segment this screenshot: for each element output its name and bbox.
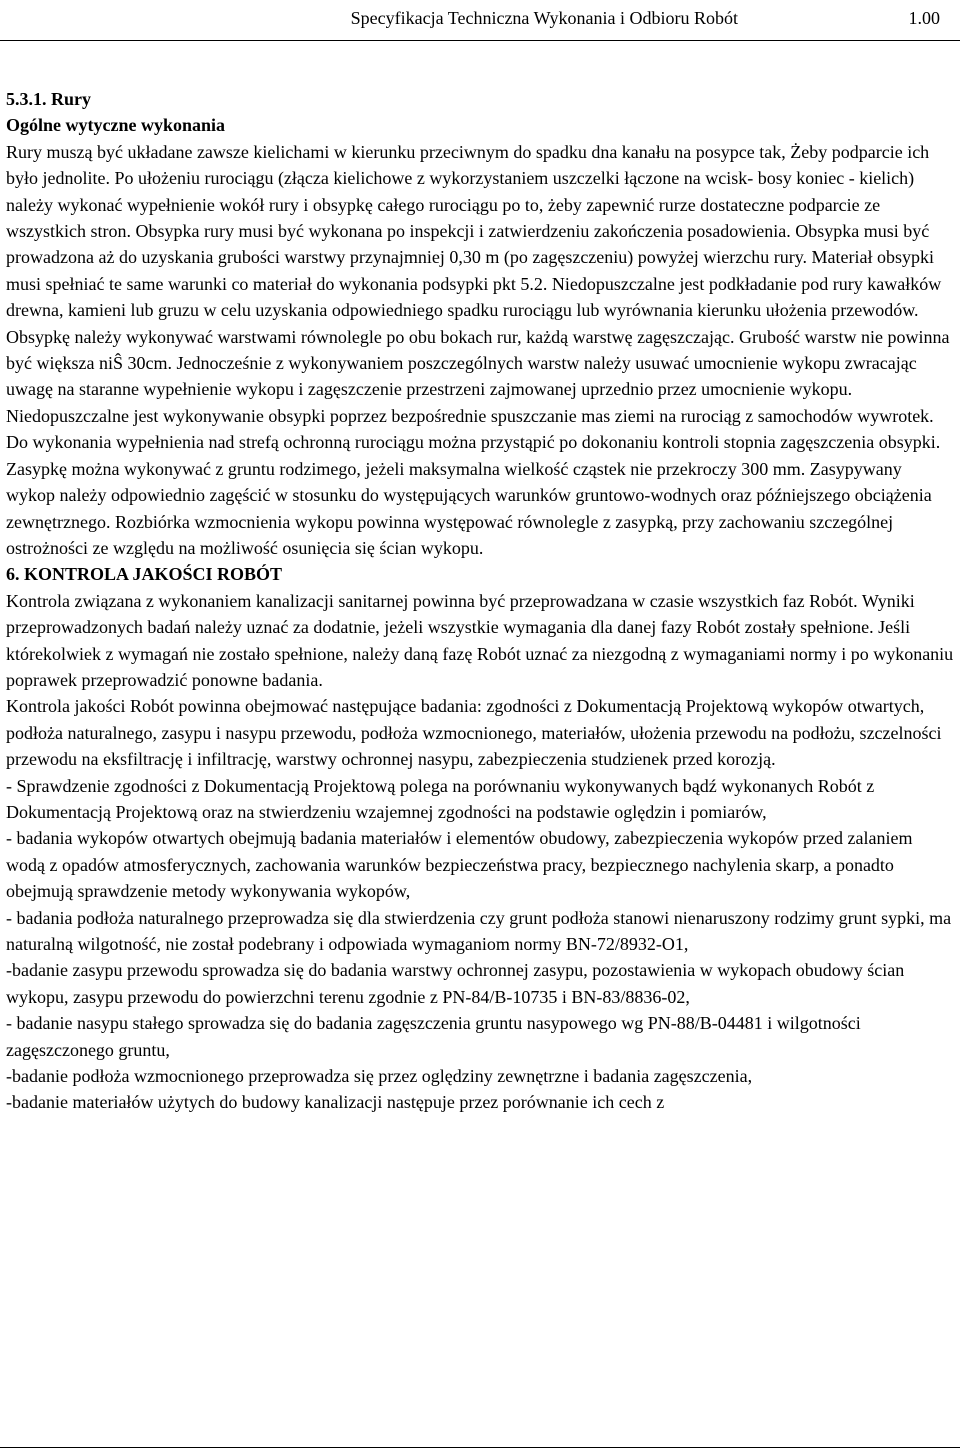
section-6-list-item: -badanie podłoża wzmocnionego przeprowadza się przez oględziny zewnętrzne i badania zagęszczenia,: [6, 1066, 753, 1087]
section-5-3-1-heading: 5.3.1. Rury: [6, 89, 91, 109]
section-6-paragraph: Kontrola związana z wykonaniem kanalizacji sanitarnej powinna być przeprowadzana w czasie wszystkich faz Robót. Wyniki przeprowadzonych badań należy uznać za dodatnie, jeżeli wszystkie wymagania dla danej fazy Robót zostały spełnione. Jeśli którekolwiek z wymagań nie zostało spełnione, należy daną fazę Robót uznać za niezgodną z wymaganiami normy i po wykonaniu poprawek przeprowadzić ponowne badania.: [6, 590, 954, 690]
section-5-3-1-paragraph: Rury muszą być układane zawsze kielichami w kierunku przeciwnym do spadku dna kanału na posypce tak, Żeby podparcie ich było jednolite. Po ułożeniu rurociągu (złącza kielichowe z wykorzystaniem uszczelki łączone na wcisk- bosy koniec - kielich) należy wykonać wypełnienie wokół rury i obsypkę całego rurociągu po to, żeby zapewnić rurze dostateczne podparcie ze wszystkich stron. Obsypka rury musi być wykonana po inspekcji i zatwierdzeniu zakończenia posadowienia. Obsypka musi być prowadzona aż do uzyskania grubości warstwy przynajmniej 0,30 m (po zagęszczeniu) powyżej wierzchu rury. Materiał obsypki musi spełniać te same warunki co materiał do wykonania podsypki pkt 5.2. Niedopuszczalne jest podkładanie pod rury kawałków drewna, kamieni lub gruzu w celu uzyskania odpowiedniego spadku rurociągu lub wyrównania kierunku ułożenia przewodów. Obsypkę należy wykonywać warstwami równolegle po obu bokach rur, każdą warstwę zagęszczając. Grubość warstw nie powinna być większa niŜ 30cm. Jednocześnie z wykonywaniem poszczególnych warstw należy usuwać umocnienie wykopu zwracając uwagę na staranne wypełnienie wykopu i zagęszczenie przestrzeni zajmowanej uprzednio przez umocnienie wykopu. Niedopuszczalne jest wykonywanie obsypki poprzez bezpośrednie spuszczanie mas ziemi na rurociąg z samochodów wywrotek. Do wykonania wypełnienia nad strefą ochronną rurociągu można przystąpić po dokonaniu kontroli stopnia zagęszczenia obsypki. Zasypkę można wykonywać z gruntu rodzimego, jeżeli maksymalna wielkość cząstek nie przekroczy 300 mm. Zasypywany wykop należy odpowiednio zagęścić w stosunku do występujących warunków gruntowo-wodnych oraz późniejszego obciążenia zewnętrznego. Rozbiórka wzmocnienia wykopu powinna występować równolegle z zasypką, przy zachowaniu szczególnej ostrożności ze względu na możliwość osunięcia się ścian wykopu.: [6, 141, 950, 558]
section-6-list-item: - badanie nasypu stałego sprowadza się do badania zagęszczenia gruntu nasypowego wg PN-88/B-04481 i wilgotności zagęszczonego gruntu,: [6, 1013, 861, 1060]
header-divider: [0, 40, 960, 41]
document-title: Specyfikacja Techniczna Wykonania i Odbioru Robót: [350, 8, 738, 28]
section-6-list-item: - badania wykopów otwartych obejmują badania materiałów i elementów obudowy, zabezpieczenia wykopów przed zalaniem wodą z opadów atmosferycznych, zachowania warunków bezpieczeństwa pracy, bezpiecznego nachylenia skarp, a ponadto obejmują sprawdzenie metody wykonywania wykopów,: [6, 828, 913, 902]
section-6-heading: 6. KONTROLA JAKOŚCI ROBÓT: [6, 564, 283, 585]
document-body: [6, 86, 954, 1116]
section-6-paragraph: Kontrola jakości Robót powinna obejmować następujące badania: zgodności z Dokumentacją Projektową wykopów otwartych, podłoża naturalnego, zasypu i nasypu przewodu, podłoża wzmocnionego, materiałów, ułożenia przewodu na podłożu, szczelności przewodu na eksfiltrację i infiltrację, warstwy ochronnej nasypu, zabezpieczenia studzienek przed korozją.: [6, 696, 942, 770]
section-6-list-item: -badanie materiałów użytych do budowy kanalizacji następuje przez porównanie ich cech z: [6, 1092, 665, 1113]
document-version: 1.00: [908, 8, 940, 28]
page-bottom-border: [0, 1447, 960, 1448]
section-6-list-item: -badanie zasypu przewodu sprowadza się do badania warstwy ochronnej zasypu, pozostawienia w wykopach obudowy ścian wykopu, zasypu przewodu do powierzchni terenu zgodnie z PN-84/B-10735 i BN-83/8836-02,: [6, 960, 905, 1007]
section-6-list-item: - Sprawdzenie zgodności z Dokumentacją Projektową polega na porównaniu wykonywanych bądź wykonanych Robót z Dokumentacją Projektową oraz na stwierdzeniu wzajemnej zgodności na podstawie oględzin i pomiarów,: [6, 775, 875, 822]
page-header: [0, 6, 960, 34]
section-6-list-item: - badania podłoża naturalnego przeprowadza się dla stwierdzenia czy grunt podłoża stanowi nienaruszony rodzimy grunt sypki, ma naturalną wilgotność, nie został podebrany i odpowiada wymaganiom normy BN-72/8932-O1,: [6, 907, 952, 954]
section-5-3-1-subheading: Ogólne wytyczne wykonania: [6, 115, 226, 136]
